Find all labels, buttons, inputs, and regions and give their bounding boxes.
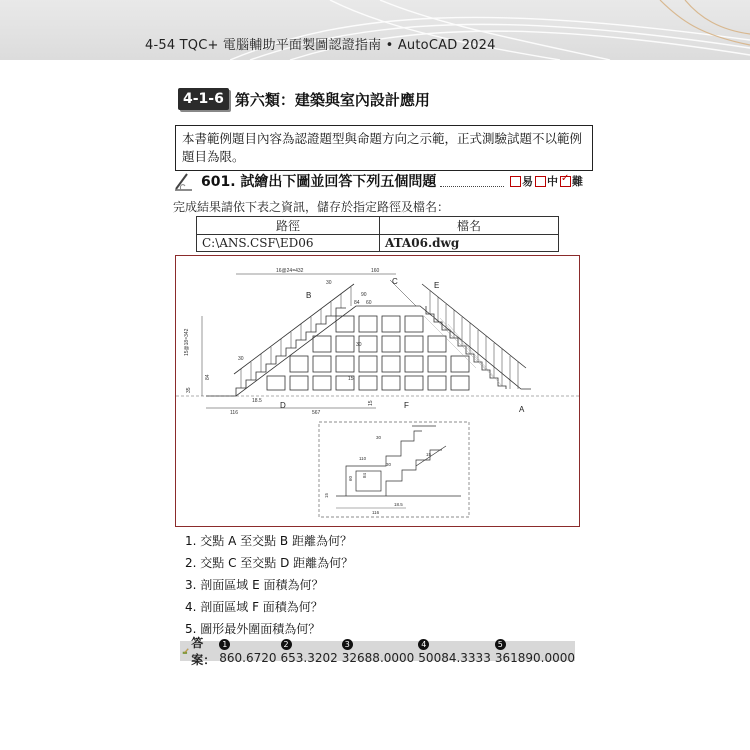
difficulty-checkbox-medium xyxy=(535,176,546,187)
notice-box: 本書範例題目內容為認證題型與命題方向之示範，正式測驗試題不以範例題目為限。 xyxy=(175,125,593,171)
answer-item-4: 450084.3333 xyxy=(418,640,491,665)
section-heading: 第六類：建築與室內設計應用 xyxy=(234,90,430,109)
main-view xyxy=(176,274,579,408)
table-header-row xyxy=(197,217,559,235)
running-head: 4-54 TQC+ 電腦輔助平面製圖認證指南 • AutoCAD 2024 xyxy=(145,38,496,53)
answer-item-5: 5361890.0000 xyxy=(494,640,575,665)
panel-grid xyxy=(267,316,469,390)
dim-text: 15 xyxy=(348,376,354,382)
dim-text: 16@24=432 xyxy=(276,268,304,274)
cad-drawing xyxy=(176,256,579,526)
outer-profile xyxy=(206,306,531,396)
answer-item-3: 332688.0000 xyxy=(341,640,415,665)
difficulty-indicator xyxy=(508,173,583,189)
point-label-b: B xyxy=(306,291,312,300)
question-list xyxy=(185,532,353,642)
file-info-table xyxy=(196,216,559,252)
dim-text: 84 xyxy=(205,374,211,380)
dim-text: 15@18=342 xyxy=(184,328,190,356)
dim-text: 116 xyxy=(230,410,238,416)
detail-dim-text: 30 xyxy=(376,435,382,440)
dim-text: 18.5 xyxy=(252,398,262,404)
answer-item-1: 1860.6720 xyxy=(219,640,277,665)
difficulty-label-medium: 中 xyxy=(547,175,558,188)
dim-text: 15 xyxy=(368,400,374,406)
point-label-d: D xyxy=(280,401,286,410)
point-label-f: F xyxy=(404,401,409,410)
point-label-c: C xyxy=(392,277,398,286)
list-item: 1. 交點 A 至交點 B 距離為何？ xyxy=(185,534,352,548)
dim-text: 160 xyxy=(371,268,380,274)
dim-text: 35 xyxy=(186,387,192,393)
table-cell-path: C:\ANS.CSF\ED06 xyxy=(197,235,380,252)
difficulty-checkbox-hard xyxy=(560,176,571,187)
answer-item-2: 2653.3202 xyxy=(280,640,338,665)
difficulty-checkbox-easy xyxy=(510,176,521,187)
detail-dim-text: 116 xyxy=(372,510,380,515)
answer-bar xyxy=(180,636,575,667)
table-row xyxy=(197,235,559,252)
dim-text: 567 xyxy=(312,410,321,416)
list-item: 2. 交點 C 至交點 D 距離為何？ xyxy=(185,556,354,570)
detail-dim-text: 18.5 xyxy=(394,502,403,507)
detail-dim-text: 15 xyxy=(426,452,432,457)
detail-dim-text: 84 xyxy=(362,472,367,478)
leader-dots xyxy=(440,176,504,187)
answer-pencil-icon xyxy=(182,641,189,661)
table-header-path: 路徑 xyxy=(197,217,380,235)
dim-text: 84 xyxy=(354,300,360,306)
section-number-badge: 4-1-6 xyxy=(178,88,229,110)
detail-dim-text: 110 xyxy=(359,456,367,461)
page-header-band xyxy=(0,0,750,60)
list-item: 3. 剖面區域 E 面積為何？ xyxy=(185,578,324,592)
point-label-a: A xyxy=(519,405,525,414)
point-label-e: E xyxy=(434,281,440,290)
dim-text: 30 xyxy=(356,342,362,348)
difficulty-label-hard: 難 xyxy=(572,175,583,188)
intro-text: 完成結果請依下表之資訊，儲存於指定路徑及檔名： xyxy=(173,200,450,214)
dim-text: 30 xyxy=(326,280,332,286)
detail-dim-text: 60 xyxy=(348,475,353,481)
question-title-row xyxy=(173,170,583,192)
detail-dim-text: 15 xyxy=(324,492,329,498)
pencil-ruler-icon xyxy=(173,170,195,192)
list-item: 4. 剖面區域 F 面積為何？ xyxy=(185,600,323,614)
list-item: 5. 圖形最外圍面積為何？ xyxy=(185,622,321,636)
difficulty-label-easy: 易 xyxy=(522,175,533,188)
answer-label: 答案： xyxy=(191,636,216,667)
dim-text: 90 xyxy=(361,292,367,298)
table-cell-filename: ATA06.dwg xyxy=(380,235,559,252)
section-title xyxy=(178,88,430,110)
dim-text: 60 xyxy=(366,300,372,306)
dim-text: 30 xyxy=(238,356,244,362)
table-header-filename: 檔名 xyxy=(380,217,559,235)
question-heading: 601. 試繪出下圖並回答下列五個問題 xyxy=(201,174,437,190)
detail-dim-text: 30 xyxy=(386,462,392,467)
cad-drawing-frame xyxy=(175,255,580,527)
